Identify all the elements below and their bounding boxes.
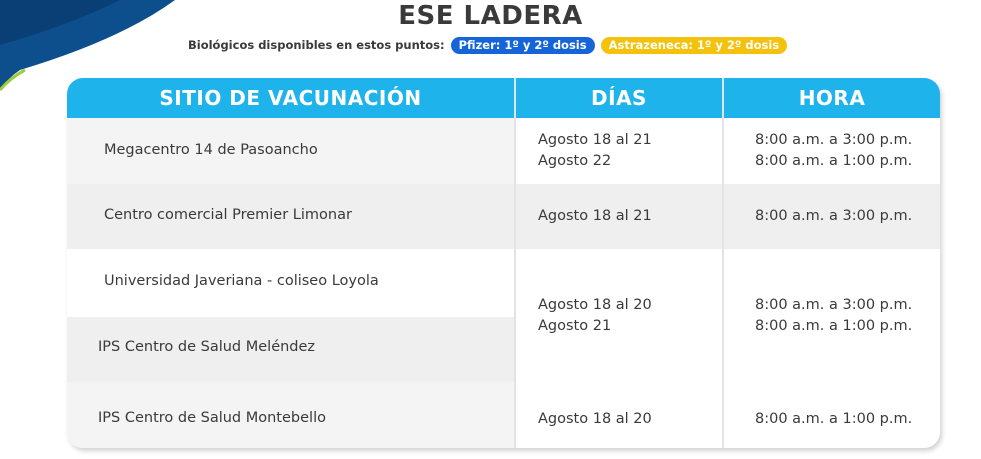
days-cell: Agosto 18 al 20 — [538, 411, 652, 427]
hours-cell: 8:00 a.m. a 3:00 p.m. 8:00 a.m. a 1:00 p.m. — [755, 297, 913, 334]
astrazeneca-badge: Astrazeneca: 1º y 2º dosis — [601, 37, 788, 54]
days-cell: Agosto 18 al 20 Agosto 21 — [538, 297, 652, 334]
pfizer-badge: Pfizer: 1º y 2º dosis — [451, 37, 595, 54]
site-cell: Megacentro 14 de Pasoancho — [104, 142, 318, 158]
column-divider — [514, 78, 516, 448]
page-title: ESE LADERA — [398, 1, 583, 31]
header-site: SITIO DE VACUNACIÓN — [67, 78, 514, 118]
hours-cell: 8:00 a.m. a 1:00 p.m. — [755, 411, 913, 427]
subtitle-label: Biológicos disponibles en estos puntos: — [188, 38, 445, 52]
header-hour: HORA — [724, 78, 940, 118]
days-cell: Agosto 18 al 21 Agosto 22 — [538, 132, 652, 169]
site-cell: Centro comercial Premier Limonar — [104, 207, 352, 223]
hours-cell: 8:00 a.m. a 3:00 p.m. — [755, 208, 913, 224]
site-cell: IPS Centro de Salud Montebello — [98, 410, 326, 426]
vaccination-table — [67, 78, 940, 448]
subtitle — [188, 36, 787, 54]
days-cell: Agosto 18 al 21 — [538, 208, 652, 224]
column-divider — [722, 78, 724, 448]
header-days: DÍAS — [516, 78, 722, 118]
site-cell: IPS Centro de Salud Meléndez — [98, 339, 316, 355]
site-cell: Universidad Javeriana - coliseo Loyola — [104, 273, 379, 289]
hours-cell: 8:00 a.m. a 3:00 p.m. 8:00 a.m. a 1:00 p.m. — [755, 132, 913, 169]
